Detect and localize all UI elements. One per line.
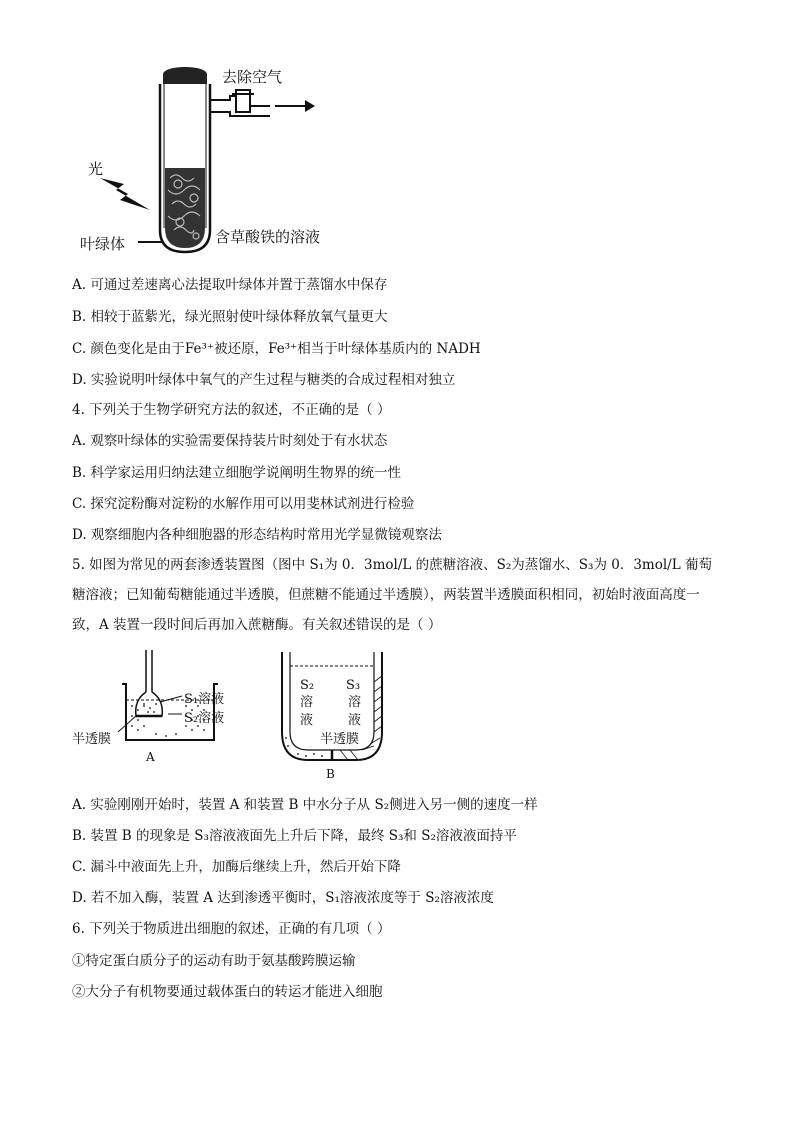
q6-item-1: ①特定蛋白质分子的运动有助于氨基酸跨膜运输 xyxy=(72,953,356,969)
fig-a-membrane-label: 半透膜 xyxy=(72,732,112,747)
q5-option-a: A. 实验刚刚开始时，装置 A 和装置 B 中水分子从 S₂侧进入另一侧的速度一样 xyxy=(72,797,538,813)
fig-b-membrane-label: 半透膜 xyxy=(320,732,360,747)
fig-a-caption: A xyxy=(146,750,155,764)
q4-stem: 4. 下列关于生物学研究方法的叙述，不正确的是（ ） xyxy=(72,402,391,418)
label-ferric-oxalate-solution: 含草酸铁的溶液 xyxy=(215,228,321,246)
funnel xyxy=(136,692,163,716)
q5-option-b: B. 装置 B 的现象是 S₃溶液液面先上升后下降，最终 S₃和 S₂溶液液面持平 xyxy=(72,828,517,844)
lightning-icon xyxy=(100,178,150,210)
q4-option-b: B. 科学家运用归纳法建立细胞学说阐明生物界的统一性 xyxy=(72,465,402,481)
q4-option-a: A. 观察叶绿体的实验需要保持装片时刻处于有水状态 xyxy=(72,433,388,449)
q6-item-2: ②大分子有机物要通过载体蛋白的转运才能进入细胞 xyxy=(72,984,383,1000)
q4-option-c: C. 探究淀粉酶对淀粉的水解作用可以用斐林试剂进行检验 xyxy=(72,496,415,512)
fig-b-s2-ye: 液 xyxy=(300,713,314,728)
fig-b-s3-rong: 溶 xyxy=(348,695,362,710)
arrow-right-icon xyxy=(305,100,315,112)
label-chloroplast: 叶绿体 xyxy=(80,235,126,253)
figure-osmosis-b xyxy=(278,652,388,767)
q3-option-a: A. 可通过差速离心法提取叶绿体并置于蒸馏水中保存 xyxy=(72,277,388,293)
label-remove-air: 去除空气 xyxy=(222,68,283,86)
fig-a-s2-label: S₂溶液 xyxy=(184,711,225,726)
q3-option-b: B. 相较于蓝紫光，绿光照射使叶绿体释放氧气量更大 xyxy=(72,309,388,325)
fig-b-s2-label: S₂ xyxy=(300,678,315,693)
q3-option-c: C. 颜色变化是由于Fe³⁺被还原，Fe³⁺相当于叶绿体基质内的 NADH xyxy=(72,341,481,357)
q5-option-c: C. 漏斗中液面先上升，加酶后继续上升，然后开始下降 xyxy=(72,859,401,875)
fig-b-s3-label: S₃ xyxy=(346,678,361,693)
fig-b-s2-rong: 溶 xyxy=(300,695,314,710)
label-light: 光 xyxy=(88,160,104,178)
fig-b-s3-ye: 液 xyxy=(348,713,362,728)
q5-option-d: D. 若不加入酶，装置 A 达到渗透平衡时，S₁溶液浓度等于 S₂溶液浓度 xyxy=(72,890,494,906)
fig-a-s1-label: S₁溶液 xyxy=(184,692,225,707)
q6-stem: 6. 下列关于物质进出细胞的叙述，正确的有几项（ ） xyxy=(72,921,391,937)
q3-option-d: D. 实验说明叶绿体中氧气的产生过程与糖类的合成过程相对独立 xyxy=(72,372,456,388)
q4-option-d: D. 观察细胞内各种细胞器的形态结构时常用光学显微镜观察法 xyxy=(72,527,442,543)
q5-stem: 5. 如图为常见的两套渗透装置图（图中 S₁为 0．3mol/L 的蔗糖溶液、S₂为蒸馏水、S₃为 0．3mol/L 葡萄糖溶液；已知葡萄糖能通过半透膜，但蔗糖不能通过半透膜），两装置半透膜面积相同，初始时液面高度一致，A 装置一段时间后再加入蔗糖酶。有关叙述错误的是（ ） xyxy=(72,557,712,633)
fig-b-caption: B xyxy=(326,767,335,781)
